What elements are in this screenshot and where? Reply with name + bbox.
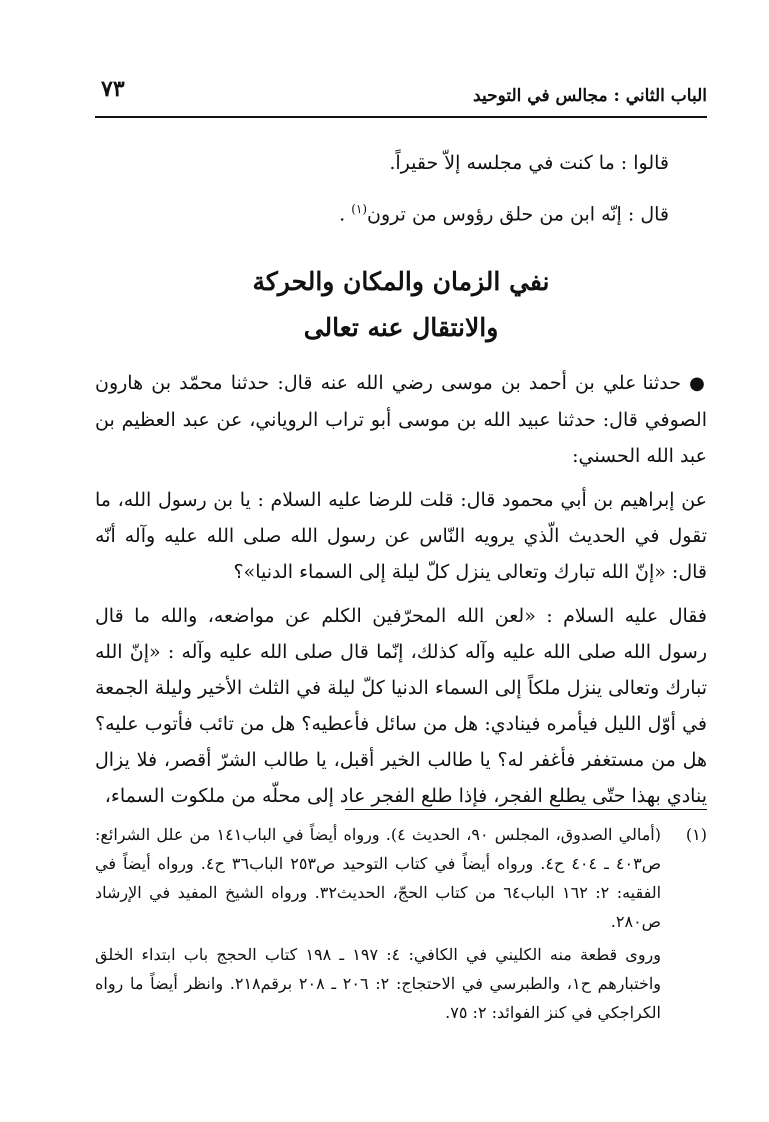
paragraph: [95, 482, 707, 590]
verse-line: [95, 186, 707, 237]
main-text: [95, 140, 707, 822]
section-heading: [95, 259, 707, 351]
paragraph: [95, 365, 707, 474]
verse-line: [95, 140, 707, 186]
verse-tail: .: [339, 203, 352, 226]
paragraph: [95, 598, 707, 814]
footnote-text: وروى قطعة منه الكليني في الكافي: ٤: ١٩٧ ـ ١٩٨ كتاب الحجج باب ابتداء الخلق واختبارهم ح١، والطبرسي في الاحتجاج: ٢: ٢٠٦ ـ ٢٠٨ برقم٢١٨. وانظر أيضاً ما رواه الكراجكي في كنز الفوائد: ٢: ٧٥.: [95, 945, 662, 1022]
footnotes: [95, 820, 707, 1031]
paragraph-text: فقال عليه السلام : «لعن الله المحرّفين الكلم عن مواضعه، والله ما قال رسول الله صلى الله عليه وآله كذلك، إنّما قال صلى الله عليه وآله : «إنّ الله تبارك وتعالى ينزل ملكاً إلى السماء الدنيا كلّ ليلة في الثلث الأخير وليلة الجمعة في أوّل الليل فيأمره فينادي: هل من سائل فأعطيه؟ هل من تائب فأتوب عليه؟ هل من مستغفر فأغفر له؟ يا طالب الخير أقبل، يا طالب الشرّ أقصر، فلا يزال ينادي بهذا حتّى يطلع الفجر، فإذا طلع الفجر عاد إلى محلّه من ملكوت السماء،: [95, 605, 707, 808]
verse-text: قالوا : ما كنت في مجلسه إلاّ حقيراً.: [389, 152, 669, 174]
footnote-number: (١): [685, 825, 707, 844]
paragraph-text: عن إبراهيم بن أبي محمود قال: قلت للرضا عليه السلام : يا بن رسول الله، ما تقول في الحديث الّذي يرويه النّاس عن رسول الله صلى الله عليه وآله أنّه قال: «إنّ الله تبارك وتعالى ينزل كلّ ليلة إلى السماء الدنيا»؟: [95, 489, 707, 584]
bullet-icon: ●: [689, 373, 707, 395]
heading-line-2: والانتقال عنه تعالى: [303, 313, 499, 343]
page-header: [95, 70, 707, 118]
footnote-divider: [345, 809, 707, 810]
heading-line-1: نفي الزمان والمكان والحركة: [252, 267, 550, 297]
footnote-marker[interactable]: (١): [351, 202, 368, 216]
running-title: الباب الثاني : مجالس في التوحيد: [473, 86, 707, 106]
page-number: ٧٣: [101, 76, 125, 102]
paragraph-text: حدثنا علي بن أحمد بن موسى رضي الله عنه قال: حدثنا محمّد بن هارون الصوفي قال: حدثنا عبيد الله بن موسى أبو تراب الروياني، عن عبد العظيم بن عبد الله الحسني:: [95, 372, 707, 468]
verse-text: قال : إنّه ابن من حلق رؤوس من ترون: [367, 203, 669, 226]
footnote-text: (أمالي الصدوق، المجلس ٩٠، الحديث ٤). ورواه أيضاً في الباب١٤١ من علل الشرائع: ص٤٠٣ ـ ٤٠٤ ح٤. ورواه أيضاً في كتاب التوحيد ص٢٥٣ الباب٣٦ ح٤. ورواه أيضاً في الفقيه: ٢: ١٦٢ الباب٦٤ من كتاب الحجّ، الحديث٣٢. ورواه الشيخ المفيد في الإرشاد ص٢٨٠.: [95, 825, 662, 931]
footnote: [95, 820, 707, 1027]
